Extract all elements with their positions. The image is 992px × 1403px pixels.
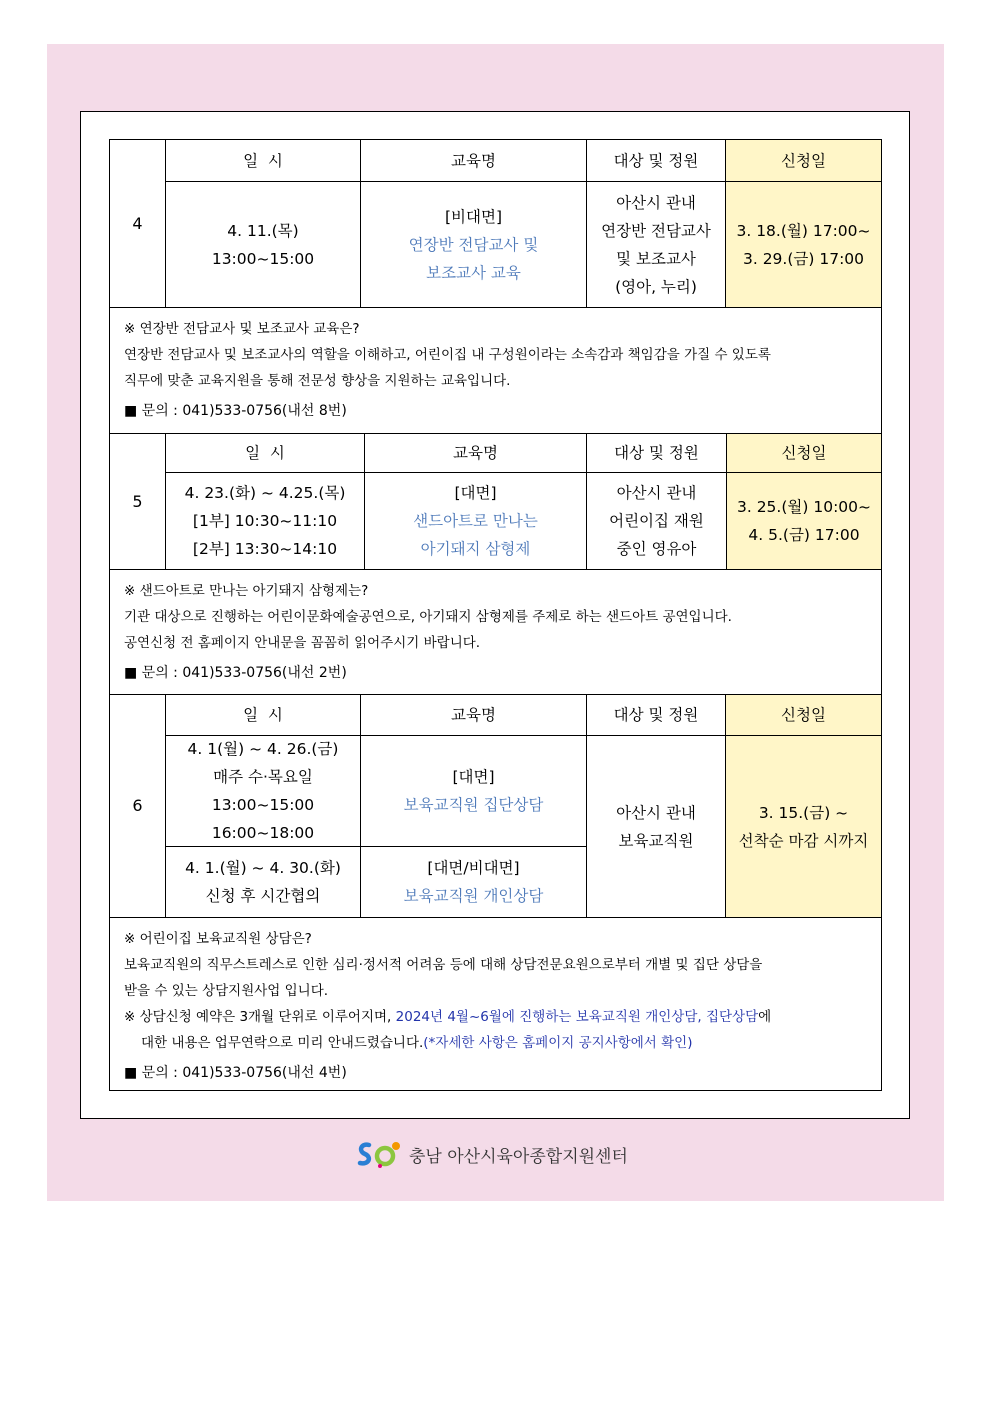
time-line: 16:00~18:00 bbox=[211, 824, 315, 842]
contact-info: ■ 문의 : 041)533-0756(내선 2번) bbox=[124, 665, 347, 681]
row-number-5 bbox=[109, 433, 166, 570]
section4-date bbox=[165, 181, 361, 308]
time-line: [1부] 10:30~11:10 bbox=[192, 512, 338, 530]
header-target bbox=[586, 139, 726, 182]
apply-line: 3. 25.(월) 10:00~ bbox=[736, 498, 872, 516]
target-line: (영아, 누리) bbox=[615, 277, 697, 296]
time-line: 13:00~15:00 bbox=[211, 796, 315, 814]
date-line: 신청 후 시간협의 bbox=[205, 887, 321, 905]
note-line: 직무에 맞춘 교육지원을 통해 전문성 향상을 지원하는 교육입니다. bbox=[124, 373, 511, 389]
header-course bbox=[360, 139, 587, 182]
header-apply-text: 신청일 bbox=[781, 444, 827, 462]
target-line: 연장반 전담교사 bbox=[601, 221, 711, 240]
note-line: 기관 대상으로 진행하는 어린이문화예술공연으로, 아기돼지 삼형제를 주제로 하는 샌드아트 공연입니다. bbox=[124, 609, 732, 625]
header-course-text: 교육명 bbox=[451, 706, 496, 724]
apply-line: 선착순 마감 시까지 bbox=[738, 831, 869, 850]
section4-apply bbox=[725, 181, 882, 308]
note-line: 받을 수 있는 상담지원사업 입니다. bbox=[124, 983, 329, 999]
header-date bbox=[165, 139, 361, 182]
header-target bbox=[586, 433, 727, 473]
section6-course-group bbox=[360, 735, 587, 847]
note-line: 보육교직원의 직무스트레스로 인한 심리·정서적 어려움 등에 대해 상담전문요원으로부터 개별 및 집단 상담을 bbox=[124, 957, 763, 973]
time-line: 13:00~15:00 bbox=[211, 249, 315, 268]
course-name-line: 샌드아트로 만나는 bbox=[413, 512, 538, 530]
header-target-text: 대상 및 정원 bbox=[613, 151, 699, 170]
row-number-text: 6 bbox=[132, 796, 143, 815]
section6-date-individual bbox=[165, 846, 361, 918]
header-date-text: 일 시 bbox=[245, 444, 285, 462]
target-line: 아산시 관내 bbox=[616, 803, 696, 822]
course-type: [대면] bbox=[452, 768, 495, 786]
contact-info: ■ 문의 : 041)533-0756(내선 4번) bbox=[124, 1065, 347, 1081]
row-number-text: 4 bbox=[132, 213, 143, 233]
section6-course-individual bbox=[360, 846, 587, 918]
header-target-text: 대상 및 정원 bbox=[614, 444, 699, 462]
note-line bbox=[124, 1004, 867, 1030]
section4-note bbox=[109, 307, 882, 434]
course-name-line: 아기돼지 삼형제 bbox=[420, 540, 531, 558]
header-course-text: 교육명 bbox=[451, 151, 496, 170]
target-line: 및 보조교사 bbox=[616, 249, 696, 268]
course-name-line: 보조교사 교육 bbox=[426, 263, 521, 282]
time-line: [2부] 13:30~14:10 bbox=[192, 540, 338, 558]
course-type: [대면] bbox=[454, 484, 497, 502]
section5-note bbox=[109, 569, 882, 695]
section4-target bbox=[586, 181, 726, 308]
target-line: 아산시 관내 bbox=[616, 193, 696, 212]
header-date bbox=[165, 433, 365, 473]
date-line: 4. 23.(화) ~ 4.25.(목) bbox=[184, 484, 346, 502]
footer bbox=[355, 1138, 628, 1170]
header-date bbox=[165, 694, 361, 736]
row-number-text: 5 bbox=[132, 491, 143, 511]
section5-date bbox=[165, 472, 365, 570]
section6-apply bbox=[725, 735, 882, 918]
date-line: 매주 수·목요일 bbox=[213, 768, 313, 786]
course-name-line: 보육교직원 개인상담 bbox=[403, 887, 544, 905]
header-course bbox=[360, 694, 587, 736]
section4-course bbox=[360, 181, 587, 308]
section5-course bbox=[364, 472, 587, 570]
section6-target bbox=[586, 735, 726, 918]
apply-line: 4. 5.(금) 17:00 bbox=[748, 526, 860, 544]
header-course bbox=[364, 433, 587, 473]
header-course-text: 교육명 bbox=[453, 444, 498, 462]
row-number-6 bbox=[109, 694, 166, 918]
header-apply bbox=[725, 694, 882, 736]
note-highlight: (*자세한 사항은 홈페이지 공지사항에서 확인) bbox=[423, 1035, 693, 1051]
header-date-text: 일 시 bbox=[243, 151, 283, 170]
note-title: ※ 어린이집 보육교직원 상담은? bbox=[124, 931, 312, 947]
course-name-line: 보육교직원 집단상담 bbox=[403, 796, 544, 814]
section5-apply bbox=[726, 472, 882, 570]
apply-line: 3. 29.(금) 17:00 bbox=[742, 249, 865, 268]
header-target-text: 대상 및 정원 bbox=[613, 706, 699, 724]
header-date-text: 일 시 bbox=[243, 706, 283, 724]
header-apply bbox=[726, 433, 882, 473]
target-line: 어린이집 재원 bbox=[609, 512, 704, 530]
note-highlight: 2024년 4월~6월에 진행하는 보육교직원 개인상담, 집단상담 bbox=[395, 1009, 759, 1025]
note-line: 공연신청 전 홈페이지 안내문을 꼼꼼히 읽어주시기 바랍니다. bbox=[124, 635, 481, 651]
note-text: ※ 상담신청 예약은 3개월 단위로 이루어지며, bbox=[124, 1009, 392, 1025]
date-line: 4. 1.(월) ~ 4. 30.(화) bbox=[185, 859, 341, 877]
note-title: ※ 연장반 전담교사 및 보조교사 교육은? bbox=[124, 321, 360, 337]
header-apply bbox=[725, 139, 882, 182]
section6-date-group bbox=[165, 735, 361, 847]
header-apply-text: 신청일 bbox=[781, 151, 826, 170]
target-line: 보육교직원 bbox=[618, 831, 694, 850]
org-logo-icon bbox=[355, 1139, 403, 1169]
apply-line: 3. 18.(월) 17:00~ bbox=[736, 221, 871, 240]
note-text: 대한 내용은 업무연락으로 미리 안내드렸습니다. bbox=[141, 1035, 424, 1051]
target-line: 아산시 관내 bbox=[616, 484, 697, 502]
target-line: 중인 영유아 bbox=[616, 540, 697, 558]
date-line: 4. 1(월) ~ 4. 26.(금) bbox=[187, 740, 339, 758]
header-apply-text: 신청일 bbox=[781, 706, 826, 724]
apply-line: 3. 15.(금) ~ bbox=[758, 803, 849, 822]
org-name: 충남 아산시육아종합지원센터 bbox=[409, 1146, 628, 1167]
row-number-4 bbox=[109, 139, 166, 308]
header-target bbox=[586, 694, 726, 736]
date-line: 4. 11.(목) bbox=[227, 221, 299, 240]
note-line: 연장반 전담교사 및 보조교사의 역할을 이해하고, 어린이집 내 구성원이라는 소속감과 책임감을 가질 수 있도록 bbox=[124, 347, 771, 363]
course-type: [대면/비대면] bbox=[427, 859, 520, 877]
course-name-line: 연장반 전담교사 및 bbox=[408, 235, 539, 254]
note-line bbox=[124, 1030, 867, 1056]
section6-note bbox=[109, 917, 882, 1091]
contact-info: ■ 문의 : 041)533-0756(내선 8번) bbox=[124, 403, 347, 419]
note-text: 에 bbox=[758, 1009, 772, 1025]
course-type: [비대면] bbox=[444, 207, 502, 226]
note-title: ※ 샌드아트로 만나는 아기돼지 삼형제는? bbox=[124, 583, 369, 599]
section5-target bbox=[586, 472, 727, 570]
